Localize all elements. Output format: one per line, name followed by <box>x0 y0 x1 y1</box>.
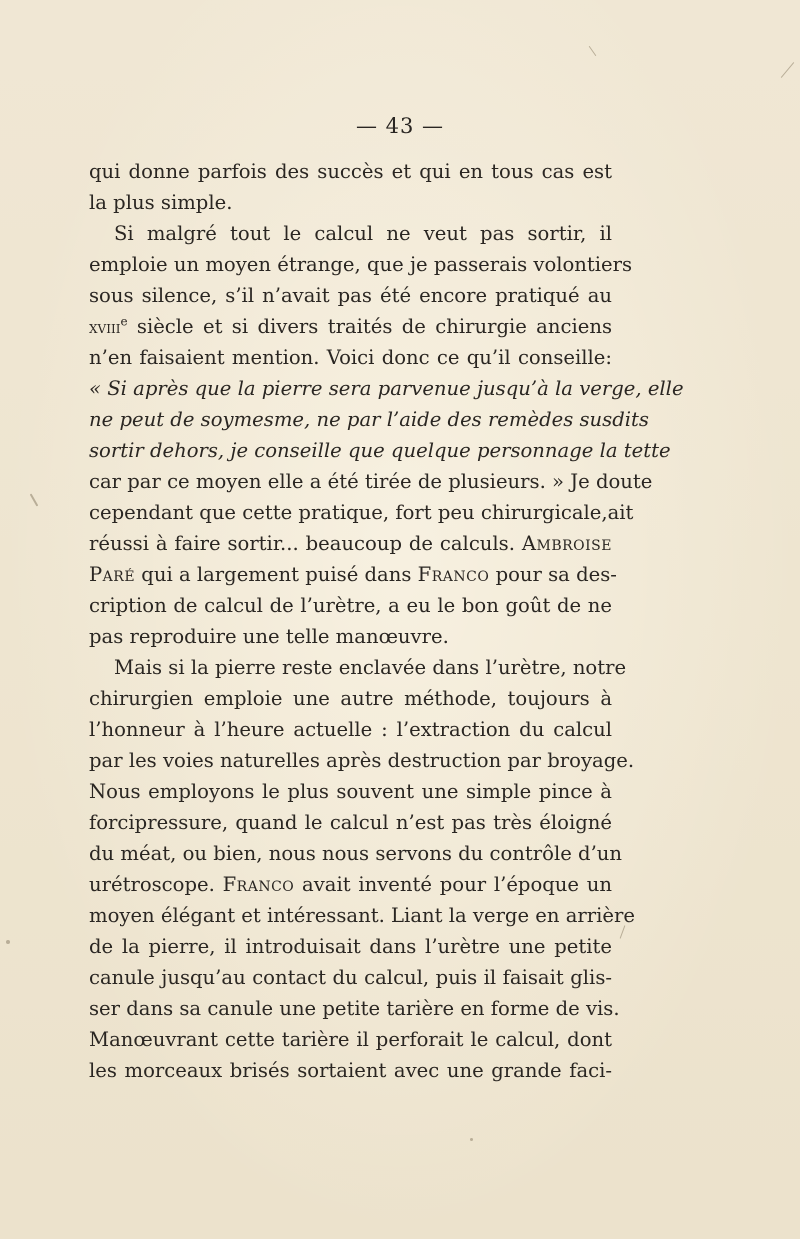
text-line: cription de calcul de l’urètre, a eu le bon goût de ne <box>89 594 612 617</box>
text-line: Nous employons le plus souvent une simple pince à <box>89 780 612 803</box>
text-line: urétroscope. Franco avait inventé pour l’époque un <box>89 873 612 896</box>
text-line: Mais si la pierre reste enclavée dans l’urètre, notre <box>114 656 627 679</box>
paper-mark <box>30 493 39 506</box>
text-line-italic-quote: « Si après que la pierre sera parvenue jusqu’à la verge, elle <box>89 377 684 400</box>
text-line: canule jusqu’au contact du calcul, puis il faisait glis- <box>89 966 612 989</box>
text-line: cependant que cette pratique, fort peu chirurgicale,ait <box>89 501 634 524</box>
paper-mark <box>781 62 795 78</box>
text-line: réussi à faire sortir... beaucoup de calculs. Ambroise <box>89 532 612 555</box>
text-line: qui donne parfois des succès et qui en tous cas est <box>89 160 612 183</box>
text-line: les morceaux brisés sortaient avec une grande faci- <box>89 1059 612 1082</box>
text-line: l’honneur à l’heure actuelle : l’extraction du calcul <box>89 718 612 741</box>
text-line: n’en faisaient mention. Voici donc ce qu’il conseille: <box>89 346 612 369</box>
paper-mark <box>589 46 597 56</box>
text-line: ser dans sa canule une petite tarière en forme de vis. <box>89 997 620 1020</box>
text-line: la plus simple. <box>89 191 233 214</box>
text-line: Manœuvrant cette tarière il perforait le calcul, dont <box>89 1028 612 1051</box>
text-line-italic-quote: ne peut de soymesme, ne par l’aide des remèdes susdits <box>89 408 649 431</box>
text-line: pas reproduire une telle manœuvre. <box>89 625 449 648</box>
text-line: Paré qui a largement puisé dans Franco pour sa des- <box>89 563 617 586</box>
text-line-quote-end: car par ce moyen elle a été tirée de plusieurs. » Je doute <box>89 470 653 493</box>
paper-mark <box>620 925 626 938</box>
text-line: xviii$^e$ siècle et si divers traités de chirurgie anciens <box>89 314 612 338</box>
page-number: — 43 — <box>355 114 445 138</box>
text-line: du méat, ou bien, nous nous servons du contrôle d’un <box>89 842 623 865</box>
text-line-italic-quote: sortir dehors, je conseille que quelque personnage la tette <box>89 439 671 462</box>
text-line: Si malgré tout le calcul ne veut pas sortir, il <box>114 222 612 245</box>
paper-mark <box>6 940 10 944</box>
text-line: moyen élégant et intéressant. Liant la verge en arrière <box>89 904 635 927</box>
text-line: de la pierre, il introduisait dans l’urètre une petite <box>89 935 612 958</box>
text-line: forcipressure, quand le calcul n’est pas très éloigné <box>89 811 612 834</box>
text-line: emploie un moyen étrange, que je passerais volontiers <box>89 253 633 276</box>
paper-mark <box>470 1138 473 1141</box>
text-line: sous silence, s’il n’avait pas été encore pratiqué au <box>89 284 612 307</box>
text-line: chirurgien emploie une autre méthode, toujours à <box>89 687 612 710</box>
text-line: par les voies naturelles après destruction par broyage. <box>89 749 635 772</box>
body-text <box>89 156 684 1086</box>
